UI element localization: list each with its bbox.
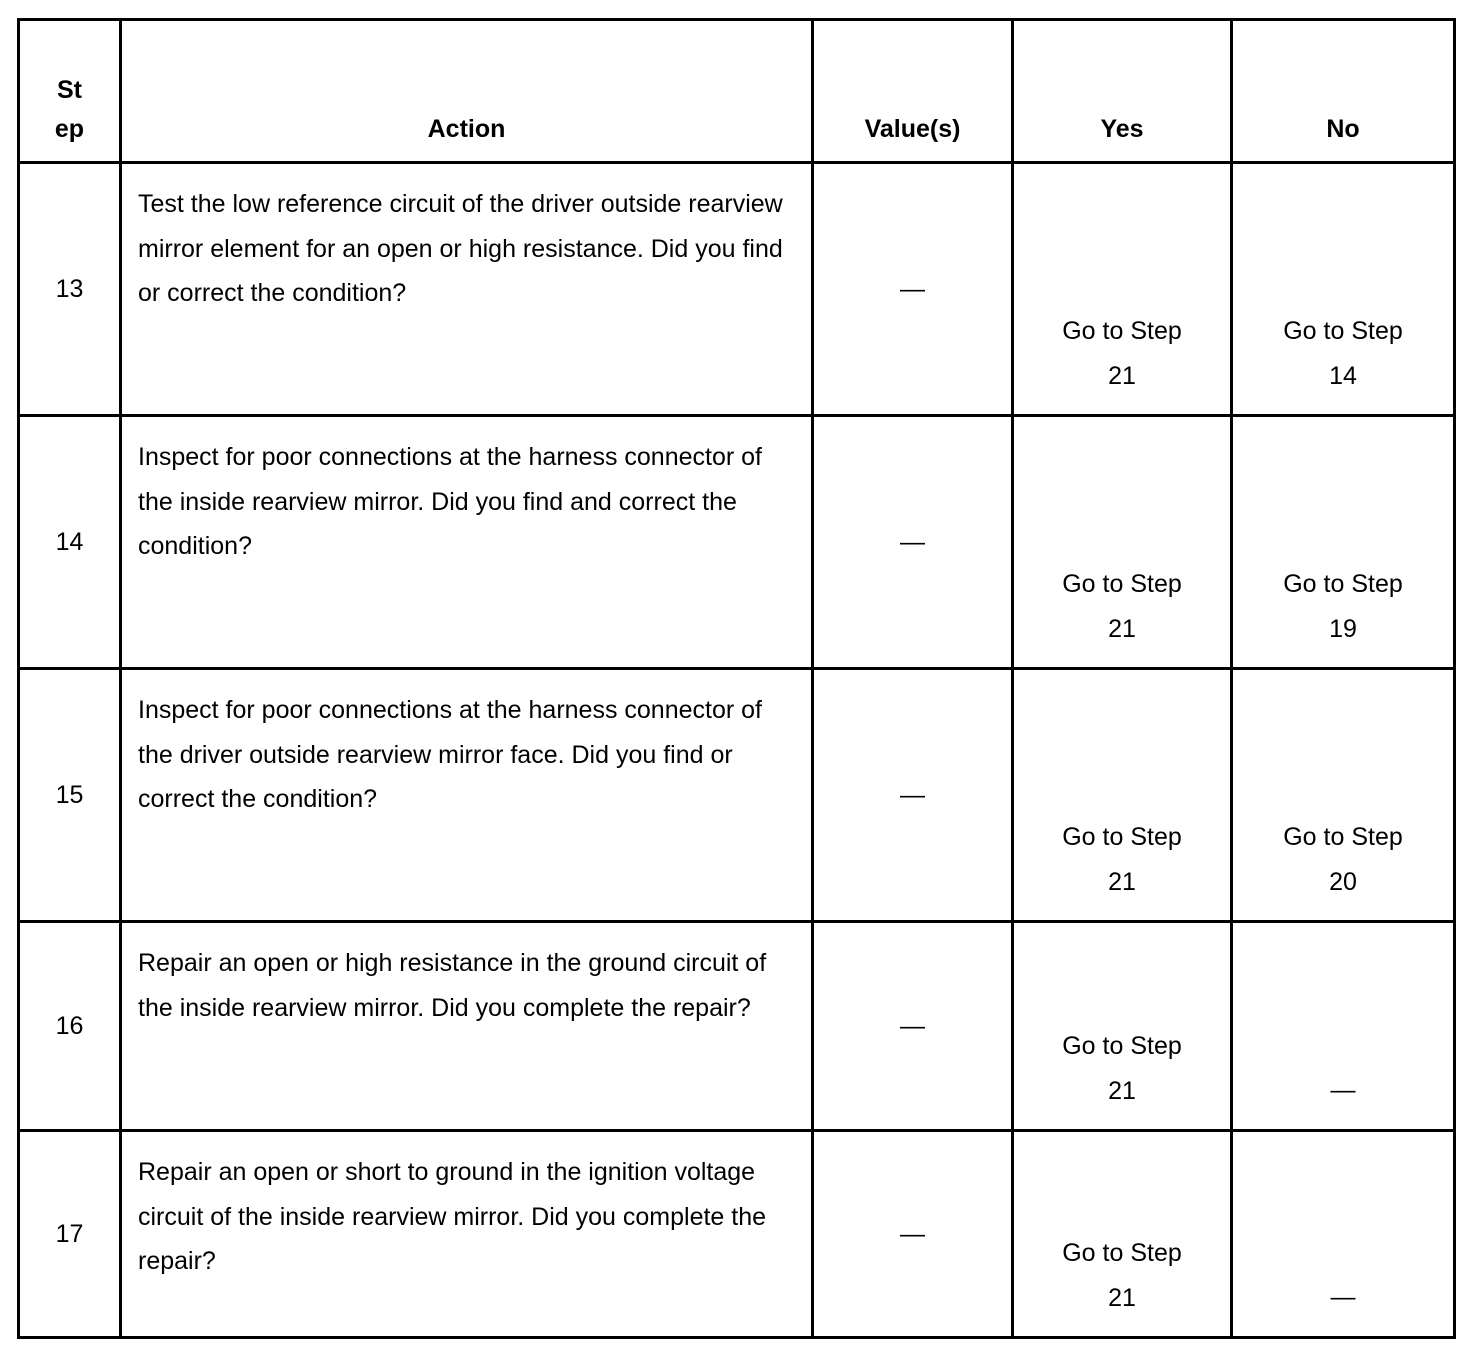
no-cell bbox=[1232, 1131, 1455, 1338]
yes-goto-step: 21 bbox=[1108, 361, 1136, 390]
header-no: No bbox=[1232, 20, 1455, 163]
no-goto-label: Go to Step bbox=[1283, 823, 1403, 851]
value-cell: — bbox=[813, 922, 1013, 1131]
step-number: 17 bbox=[19, 1131, 121, 1338]
yes-goto-step: 21 bbox=[1108, 867, 1136, 896]
header-values: Value(s) bbox=[813, 20, 1013, 163]
value-cell: — bbox=[813, 416, 1013, 669]
yes-cell bbox=[1013, 669, 1232, 922]
no-goto-label: Go to Step bbox=[1283, 570, 1403, 598]
yes-goto-label: Go to Step bbox=[1062, 570, 1182, 598]
header-action: Action bbox=[121, 20, 813, 163]
action-cell bbox=[121, 1131, 813, 1338]
value-cell: — bbox=[813, 163, 1013, 416]
yes-goto-label: Go to Step bbox=[1062, 1032, 1182, 1060]
yes-cell bbox=[1013, 163, 1232, 416]
step-number: 14 bbox=[19, 416, 121, 669]
step-number: 15 bbox=[19, 669, 121, 922]
yes-goto-step: 21 bbox=[1108, 1283, 1136, 1312]
step-number: 13 bbox=[19, 163, 121, 416]
table-row bbox=[19, 1131, 1455, 1338]
yes-goto-label: Go to Step bbox=[1062, 823, 1182, 851]
action-text: Repair an open or short to ground in the ignition voltage circuit of the inside rearview mirror. Did you complete the repair? bbox=[138, 1158, 767, 1275]
action-text: Inspect for poor connections at the harness connector of the driver outside rearview mirror face. Did you find or correct the condition? bbox=[138, 696, 762, 813]
table-row bbox=[19, 416, 1455, 669]
no-value: — bbox=[1330, 1283, 1356, 1311]
header-step-line1: St bbox=[57, 76, 82, 104]
no-goto-label: Go to Step bbox=[1283, 317, 1403, 345]
table-row bbox=[19, 669, 1455, 922]
no-goto-step: 19 bbox=[1329, 614, 1357, 643]
yes-cell bbox=[1013, 922, 1232, 1131]
no-cell bbox=[1232, 922, 1455, 1131]
action-cell bbox=[121, 416, 813, 669]
yes-goto-label: Go to Step bbox=[1062, 1239, 1182, 1267]
table-row bbox=[19, 163, 1455, 416]
yes-goto-label: Go to Step bbox=[1062, 317, 1182, 345]
header-yes: Yes bbox=[1013, 20, 1232, 163]
table-row bbox=[19, 922, 1455, 1131]
yes-cell bbox=[1013, 1131, 1232, 1338]
no-cell bbox=[1232, 416, 1455, 669]
header-row bbox=[19, 20, 1455, 163]
action-cell bbox=[121, 163, 813, 416]
yes-goto-step: 21 bbox=[1108, 614, 1136, 643]
diagnostic-steps-table bbox=[17, 18, 1456, 1339]
header-step-line2: ep bbox=[54, 115, 85, 143]
action-text: Repair an open or high resistance in the ground circuit of the inside rearview mirror. Did you complete the repair? bbox=[138, 949, 767, 1022]
header-step bbox=[19, 20, 121, 163]
action-text: Inspect for poor connections at the harness connector of the inside rearview mirror. Did you find and correct the condition? bbox=[138, 443, 762, 560]
value-cell: — bbox=[813, 669, 1013, 922]
yes-goto-step: 21 bbox=[1108, 1076, 1136, 1105]
step-number: 16 bbox=[19, 922, 121, 1131]
no-cell bbox=[1232, 669, 1455, 922]
value-cell: — bbox=[813, 1131, 1013, 1338]
action-cell bbox=[121, 669, 813, 922]
action-text: Test the low reference circuit of the driver outside rearview mirror element for an open or high resistance. Did you find or correct the condition? bbox=[138, 190, 783, 307]
no-value: — bbox=[1330, 1076, 1356, 1104]
no-goto-step: 20 bbox=[1329, 867, 1357, 896]
yes-cell bbox=[1013, 416, 1232, 669]
no-goto-step: 14 bbox=[1329, 361, 1357, 390]
action-cell bbox=[121, 922, 813, 1131]
no-cell bbox=[1232, 163, 1455, 416]
